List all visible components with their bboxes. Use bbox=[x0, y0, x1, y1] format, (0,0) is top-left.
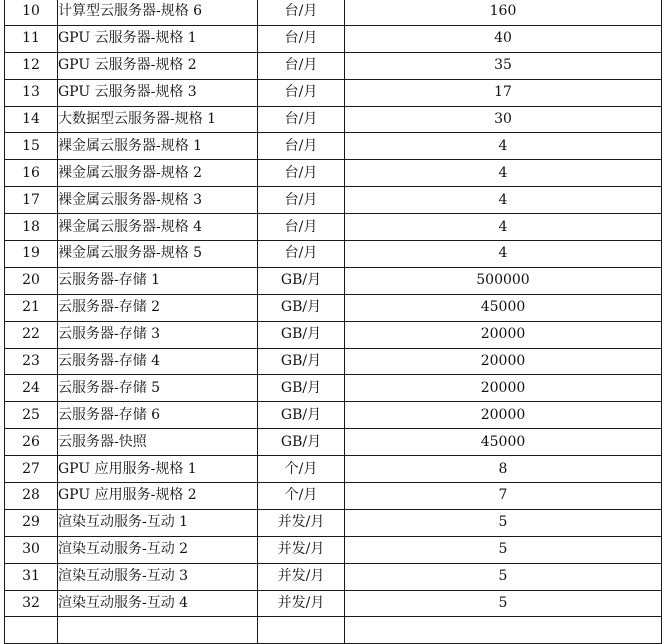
table-row bbox=[5, 348, 662, 375]
item-name-cell: 渲染互动服务-互动 4 bbox=[58, 590, 258, 617]
unit-cell: 台/月 bbox=[258, 79, 345, 106]
table-row bbox=[5, 563, 662, 590]
row-number-cell: 30 bbox=[5, 536, 58, 563]
unit-cell: 并发/月 bbox=[258, 536, 345, 563]
item-name-cell: 云服务器-存储 2 bbox=[58, 294, 258, 321]
table-row bbox=[5, 483, 662, 510]
unit-cell: GB/月 bbox=[258, 348, 345, 375]
unit-cell: 台/月 bbox=[258, 25, 345, 52]
unit-cell: 台/月 bbox=[258, 133, 345, 160]
item-name-cell: 云服务器-存储 1 bbox=[58, 267, 258, 294]
row-number-cell: 26 bbox=[5, 429, 58, 456]
table-row bbox=[5, 321, 662, 348]
item-name-cell: 渲染互动服务-互动 3 bbox=[58, 563, 258, 590]
table-row bbox=[5, 187, 662, 214]
row-number-cell: 32 bbox=[5, 590, 58, 617]
item-name-cell: GPU 应用服务-规格 2 bbox=[58, 483, 258, 510]
table-row bbox=[5, 402, 662, 429]
item-name-cell: 云服务器-存储 4 bbox=[58, 348, 258, 375]
item-name-cell: 渲染互动服务-互动 2 bbox=[58, 536, 258, 563]
table-row bbox=[5, 52, 662, 79]
unit-cell: 台/月 bbox=[258, 214, 345, 241]
quantity-cell: 30 bbox=[345, 106, 662, 133]
item-name-cell: 裸金属云服务器-规格 5 bbox=[58, 241, 258, 268]
item-name-cell: 渲染互动服务-互动 1 bbox=[58, 509, 258, 536]
row-number-cell: 15 bbox=[5, 133, 58, 160]
table-row bbox=[5, 106, 662, 133]
table-row bbox=[5, 214, 662, 241]
quantity-cell: 8 bbox=[345, 456, 662, 483]
row-number-cell: 21 bbox=[5, 294, 58, 321]
table-row bbox=[5, 456, 662, 483]
unit-cell: GB/月 bbox=[258, 429, 345, 456]
quantity-cell: 500000 bbox=[345, 267, 662, 294]
row-number-cell: 23 bbox=[5, 348, 58, 375]
table-row bbox=[5, 509, 662, 536]
table-row bbox=[5, 429, 662, 456]
quantity-cell: 45000 bbox=[345, 429, 662, 456]
unit-cell: 台/月 bbox=[258, 187, 345, 214]
quantity-cell: 5 bbox=[345, 509, 662, 536]
row-number-cell: 11 bbox=[5, 25, 58, 52]
item-name-cell: GPU 云服务器-规格 2 bbox=[58, 52, 258, 79]
resource-quantity-table bbox=[4, 0, 662, 644]
table-row bbox=[5, 133, 662, 160]
unit-cell: 并发/月 bbox=[258, 590, 345, 617]
quantity-cell: 4 bbox=[345, 133, 662, 160]
row-number-cell: 18 bbox=[5, 214, 58, 241]
row-number-cell: 22 bbox=[5, 321, 58, 348]
unit-cell: GB/月 bbox=[258, 294, 345, 321]
unit-cell bbox=[258, 617, 345, 644]
table-row bbox=[5, 590, 662, 617]
quantity-cell: 45000 bbox=[345, 294, 662, 321]
item-name-cell: 裸金属云服务器-规格 4 bbox=[58, 214, 258, 241]
table-row bbox=[5, 375, 662, 402]
row-number-cell: 16 bbox=[5, 160, 58, 187]
unit-cell: 并发/月 bbox=[258, 563, 345, 590]
item-name-cell: GPU 云服务器-规格 3 bbox=[58, 79, 258, 106]
row-number-cell: 24 bbox=[5, 375, 58, 402]
unit-cell: 台/月 bbox=[258, 241, 345, 268]
item-name-cell: GPU 应用服务-规格 1 bbox=[58, 456, 258, 483]
quantity-cell: 4 bbox=[345, 160, 662, 187]
table-body bbox=[5, 0, 662, 644]
quantity-cell: 20000 bbox=[345, 375, 662, 402]
table-row bbox=[5, 536, 662, 563]
quantity-cell: 4 bbox=[345, 241, 662, 268]
item-name-cell: 裸金属云服务器-规格 3 bbox=[58, 187, 258, 214]
quantity-cell: 35 bbox=[345, 52, 662, 79]
item-name-cell: GPU 云服务器-规格 1 bbox=[58, 25, 258, 52]
table-row bbox=[5, 79, 662, 106]
table-row bbox=[5, 241, 662, 268]
row-number-cell: 25 bbox=[5, 402, 58, 429]
unit-cell: 台/月 bbox=[258, 106, 345, 133]
quantity-cell: 20000 bbox=[345, 321, 662, 348]
item-name-cell: 裸金属云服务器-规格 2 bbox=[58, 160, 258, 187]
quantity-cell: 160 bbox=[345, 0, 662, 25]
row-number-cell: 12 bbox=[5, 52, 58, 79]
item-name-cell bbox=[58, 617, 258, 644]
item-name-cell: 大数据型云服务器-规格 1 bbox=[58, 106, 258, 133]
unit-cell: 台/月 bbox=[258, 160, 345, 187]
item-name-cell: 云服务器-存储 5 bbox=[58, 375, 258, 402]
quantity-cell: 17 bbox=[345, 79, 662, 106]
row-number-cell: 17 bbox=[5, 187, 58, 214]
table-row bbox=[5, 294, 662, 321]
unit-cell: GB/月 bbox=[258, 402, 345, 429]
item-name-cell: 云服务器-存储 3 bbox=[58, 321, 258, 348]
item-name-cell: 计算型云服务器-规格 6 bbox=[58, 0, 258, 25]
table-row bbox=[5, 617, 662, 644]
quantity-cell: 20000 bbox=[345, 402, 662, 429]
table-row bbox=[5, 25, 662, 52]
unit-cell: GB/月 bbox=[258, 267, 345, 294]
quantity-cell: 5 bbox=[345, 536, 662, 563]
item-name-cell: 裸金属云服务器-规格 1 bbox=[58, 133, 258, 160]
row-number-cell: 27 bbox=[5, 456, 58, 483]
row-number-cell: 31 bbox=[5, 563, 58, 590]
quantity-cell: 7 bbox=[345, 483, 662, 510]
row-number-cell: 20 bbox=[5, 267, 58, 294]
quantity-cell: 4 bbox=[345, 187, 662, 214]
quantity-cell: 5 bbox=[345, 590, 662, 617]
item-name-cell: 云服务器-存储 6 bbox=[58, 402, 258, 429]
item-name-cell: 云服务器-快照 bbox=[58, 429, 258, 456]
row-number-cell: 28 bbox=[5, 483, 58, 510]
unit-cell: GB/月 bbox=[258, 321, 345, 348]
quantity-cell bbox=[345, 617, 662, 644]
row-number-cell: 14 bbox=[5, 106, 58, 133]
row-number-cell: 10 bbox=[5, 0, 58, 25]
unit-cell: 台/月 bbox=[258, 52, 345, 79]
quantity-cell: 20000 bbox=[345, 348, 662, 375]
unit-cell: 个/月 bbox=[258, 483, 345, 510]
row-number-cell: 19 bbox=[5, 241, 58, 268]
row-number-cell bbox=[5, 617, 58, 644]
table-row bbox=[5, 267, 662, 294]
unit-cell: 并发/月 bbox=[258, 509, 345, 536]
table-row bbox=[5, 0, 662, 25]
unit-cell: GB/月 bbox=[258, 375, 345, 402]
table-row bbox=[5, 160, 662, 187]
unit-cell: 台/月 bbox=[258, 0, 345, 25]
row-number-cell: 29 bbox=[5, 509, 58, 536]
unit-cell: 个/月 bbox=[258, 456, 345, 483]
quantity-cell: 4 bbox=[345, 214, 662, 241]
quantity-cell: 5 bbox=[345, 563, 662, 590]
row-number-cell: 13 bbox=[5, 79, 58, 106]
quantity-cell: 40 bbox=[345, 25, 662, 52]
